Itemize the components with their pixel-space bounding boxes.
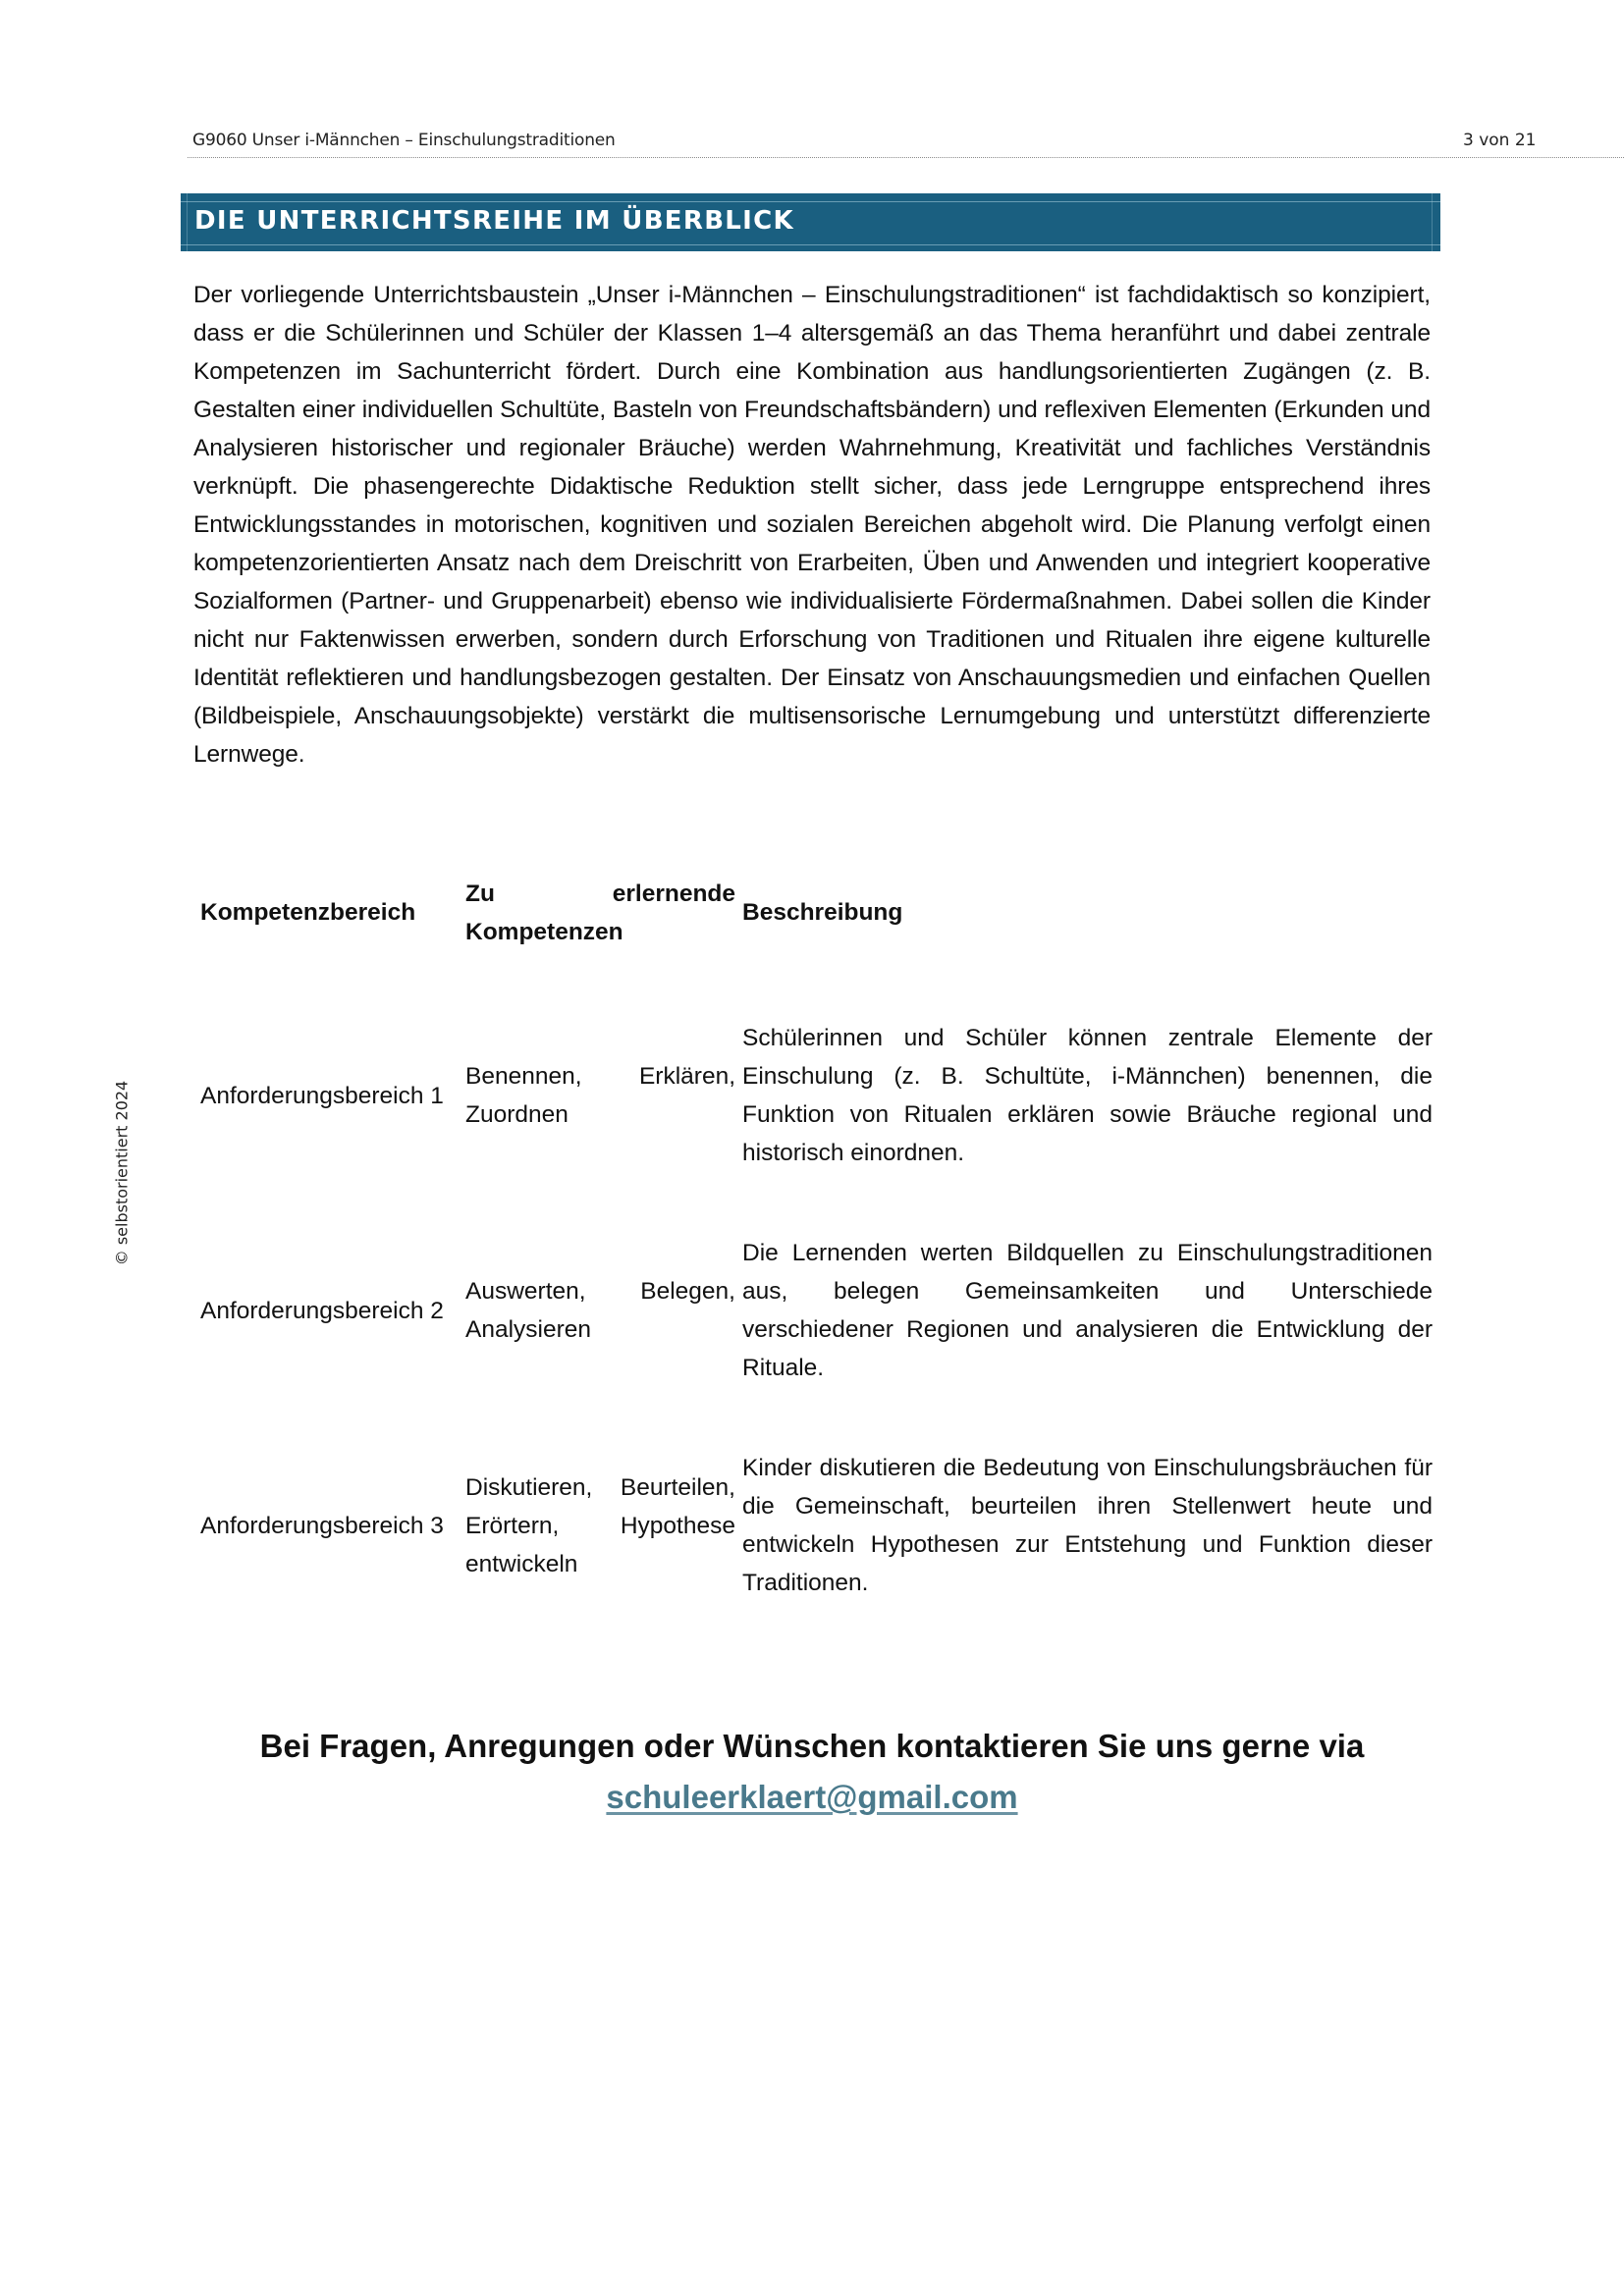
header-competence-area: Kompetenzbereich bbox=[200, 899, 416, 926]
intro-paragraph: Der vorliegende Unterrichtsbaustein „Unser i-Männchen – Einschulungstraditionen“ ist fachdidaktisch so konzipiert, dass er die Schülerinnen und Schüler der Klassen 1–4 altersgemäß an das Thema heranführt und dabei zentrale Kompetenzen im Sachunterricht fördert. Durch eine Kombination aus handlungsorientierten Zugängen (z. B. Gestalten einer individuellen Schultüte, Basteln von Freundschaftsbändern) und reflexiven Elementen (Erkunden und Analysieren historischer und regionaler Bräuche) werden Wahrnehmung, Kreativität und fachliches Verständnis verknüpft. Die phasengerechte Didaktische Reduktion stellt sicher, dass jede Lerngruppe entsprechend ihres Entwicklungsstandes in motorischen, kognitiven und sozialen Bereichen abgeholt wird. Die Planung verfolgt einen kompetenzorientierten Ansatz nach dem Dreischritt von Erarbeiten, Üben und Anwenden und integriert kooperative Sozialformen (Partner- und Gruppenarbeit) ebenso wie individualisierte Fördermaßnahmen. Dabei sollen die Kinder nicht nur Faktenwissen erwerben, sondern durch Erforschung von Traditionen und Ritualen ihre eigene kulturelle Identität reflektieren und handlungsbezogen gestalten. Der Einsatz von Anschauungsmedien und einfachen Quellen (Bildbeispiele, Anschauungsobjekte) verstärkt die multisensorische Lernumgebung und unterstützt differenzierte Lernwege. bbox=[193, 282, 1431, 768]
page-indicator: 3 von 21 bbox=[1463, 131, 1537, 150]
section-heading-bar bbox=[181, 193, 1440, 251]
competence-table bbox=[193, 864, 1433, 1602]
table-spacer bbox=[193, 1172, 1433, 1234]
table-row bbox=[193, 1234, 1433, 1387]
cell-description: Die Lernenden werten Bildquellen zu Einschulungstraditionen aus, belegen Gemeinsamkeiten und Unterschiede verschiedener Regionen und analysieren die Entwicklung der Rituale. bbox=[742, 1240, 1433, 1381]
document-title: G9060 Unser i-Männchen – Einschulungstraditionen bbox=[192, 131, 616, 150]
table-row bbox=[193, 1019, 1433, 1172]
header-divider bbox=[188, 157, 1624, 158]
cell-description: Schülerinnen und Schüler können zentrale Elemente der Einschulung (z. B. Schultüte, i-Männchen) benennen, die Funktion von Ritualen erklären sowie Bräuche regional und historisch einordnen. bbox=[742, 1025, 1433, 1166]
contact-email-link[interactable]: schuleerklaert@gmail.com bbox=[606, 1779, 1018, 1815]
cell-skills: Auswerten, Belegen, Analysieren bbox=[465, 1278, 735, 1343]
heading-inner-rule-bottom bbox=[181, 244, 1440, 245]
page-header bbox=[192, 129, 1620, 158]
table-spacer bbox=[193, 961, 1433, 1019]
cell-skills: Benennen, Erklären, Zuordnen bbox=[465, 1063, 735, 1128]
heading-inner-rule-top bbox=[181, 201, 1440, 202]
section-heading: DIE UNTERRICHTSREIHE IM ÜBERBLICK bbox=[194, 206, 794, 236]
table-header-row bbox=[193, 864, 1433, 961]
cell-area: Anforderungsbereich 1 bbox=[200, 1082, 444, 1109]
table-row bbox=[193, 1449, 1433, 1602]
cell-area: Anforderungsbereich 3 bbox=[200, 1512, 444, 1539]
header-skills: Zu erlernende Kompetenzen bbox=[465, 880, 735, 945]
cell-skills: Diskutieren, Beurteilen, Erörtern, Hypothese entwickeln bbox=[465, 1473, 735, 1577]
cell-description: Kinder diskutieren die Bedeutung von Einschulungsbräuchen für die Gemeinschaft, beurteilen ihren Stellenwert heute und entwickeln Hypothesen zur Entstehung und Funktion dieser Traditionen. bbox=[742, 1455, 1433, 1596]
contact-text: Bei Fragen, Anregungen oder Wünschen kontaktieren Sie uns gerne via bbox=[259, 1728, 1365, 1764]
heading-inner-rule-left bbox=[187, 193, 188, 251]
cell-area: Anforderungsbereich 2 bbox=[200, 1297, 444, 1324]
contact-block bbox=[0, 1721, 1624, 1823]
table-spacer bbox=[193, 1387, 1433, 1449]
copyright-note: © selbstorientiert 2024 bbox=[112, 1080, 132, 1266]
heading-inner-rule-right bbox=[1432, 193, 1433, 251]
header-description: Beschreibung bbox=[742, 899, 903, 926]
